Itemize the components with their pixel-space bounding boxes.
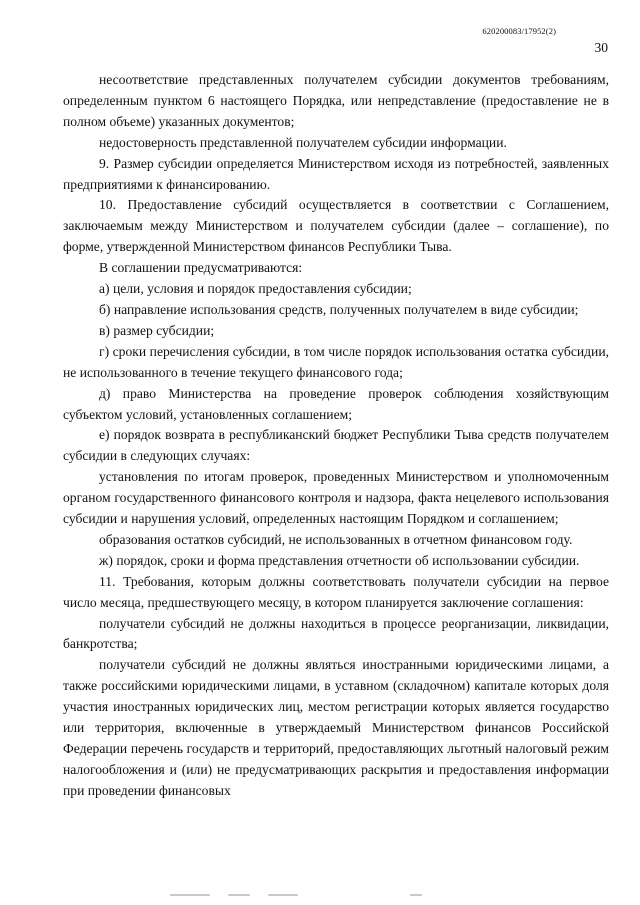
paragraph: а) цели, условия и порядок предоставления субсидии; bbox=[99, 281, 412, 297]
paragraph: образования остатков субсидий, не использованных в отчетном финансовом году. bbox=[99, 531, 573, 547]
document-body bbox=[63, 70, 609, 802]
paragraph: 11. Требования, которым должны соответствовать получатели субсидии на первое число месяца, предшествующего месяцу, в котором планируется заключение соглашения: bbox=[63, 573, 609, 610]
paragraph: ж) порядок, сроки и форма представления отчетности об использовании субсидии. bbox=[99, 552, 580, 568]
paragraph: б) направление использования средств, полученных получателем в виде субсидии; bbox=[99, 301, 579, 317]
scan-artifact bbox=[0, 894, 640, 900]
paragraph: несоответствие представленных получателем субсидии документов требованиям, определенным пунктом 6 настоящего Порядка, или непредставление (предоставление не в полном объеме) указанных документов; bbox=[63, 72, 609, 129]
paragraph: е) порядок возврата в республиканский бюджет Республики Тыва средств получателем субсидии в следующих случаях: bbox=[63, 427, 609, 464]
paragraph: г) сроки перечисления субсидии, в том числе порядок использования остатка субсидии, не использованного в течение текущего финансового года; bbox=[63, 343, 609, 380]
paragraph: 10. Предоставление субсидий осуществляется в соответствии с Соглашением, заключаемым между Министерством и получателем субсидии (далее – соглашение), по форме, утвержденной Министерством финансов Республики Тыва. bbox=[63, 197, 609, 255]
paragraph: получатели субсидий не должны являться иностранными юридическими лицами, а также российскими юридическими лицами, в уставном (складочном) капитале которых доля участия иностранных юридических лиц, местом регистрации которых является государство или территория, включенные в утверждаемый Министерством финансов Российской Федерации перечень государств и территорий, предоставляющих льготный налоговый режим налогообложения и (или) не предусматривающих раскрытия и предоставления информации при проведении финансовых bbox=[63, 657, 609, 798]
paragraph: недостоверность представленной получателем субсидии информации. bbox=[99, 134, 507, 150]
paragraph: 9. Размер субсидии определяется Министерством исходя из потребностей, заявленных предприятиями к финансированию. bbox=[63, 155, 609, 192]
paragraph: в) размер субсидии; bbox=[99, 322, 215, 338]
page-number: 30 bbox=[594, 40, 608, 55]
paragraph: получатели субсидий не должны находиться в процессе реорганизации, ликвидации, банкротства; bbox=[63, 615, 609, 652]
document-id: 620200083/17952(2) bbox=[482, 26, 556, 36]
paragraph: д) право Министерства на проведение проверок соблюдения хозяйствующим субъектом условий, установленных соглашением; bbox=[63, 385, 609, 422]
paragraph: В соглашении предусматриваются: bbox=[99, 260, 303, 276]
paragraph: установления по итогам проверок, проведенных Министерством и уполномоченным органом государственного финансового контроля и надзора, факта нецелевого использования субсидии и нарушения условий, определенных настоящим Порядком и соглашением; bbox=[63, 469, 609, 527]
